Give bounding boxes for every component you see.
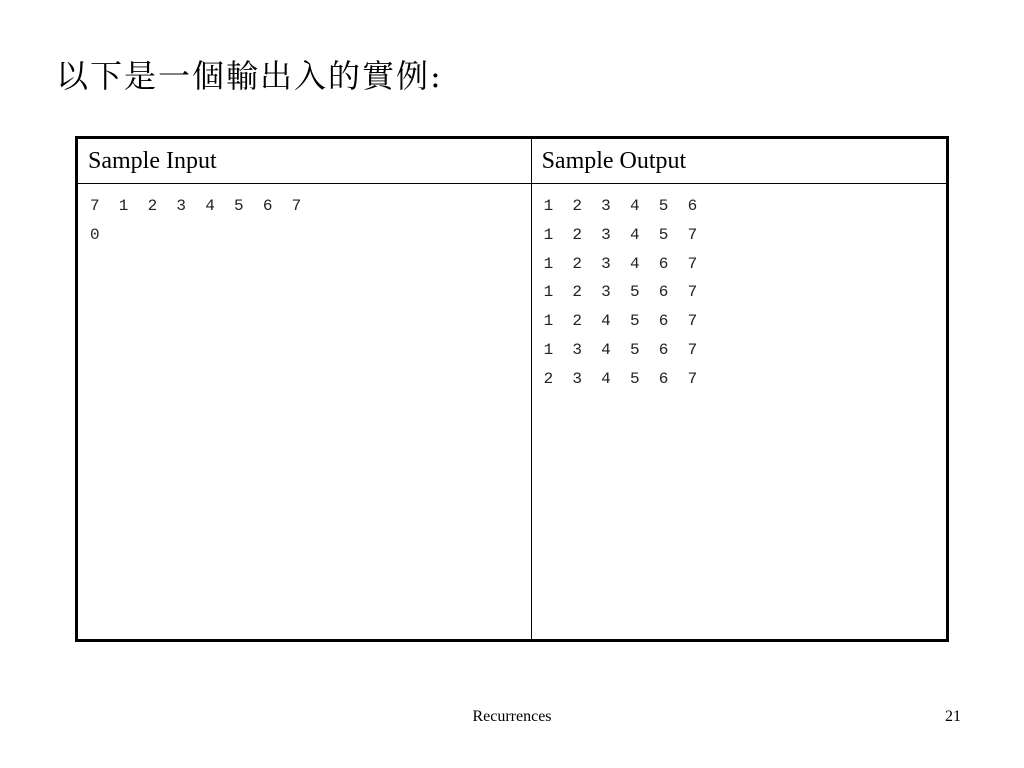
- output-line: 1 2 3 5 6 7: [543, 283, 698, 302]
- input-line: 7 1 2 3 4 5 6 7: [90, 197, 302, 215]
- output-line: 2 3 4 5 6 7: [543, 369, 698, 388]
- sample-output-cell: [531, 184, 947, 641]
- slide-title: 以下是一個輸出入的實例:: [56, 57, 443, 95]
- output-line: 1 2 3 4 5 6: [543, 197, 698, 215]
- table-header-row: [77, 138, 948, 184]
- footer-title: Recurrences: [472, 708, 552, 725]
- page-number: 21: [945, 708, 961, 725]
- table-body-row: [77, 184, 948, 641]
- sample-output-header: Sample Output: [531, 138, 947, 184]
- output-line: 1 2 3 4 5 7: [543, 225, 698, 244]
- sample-io-table: [75, 136, 949, 642]
- output-line: 1 2 3 4 6 7: [543, 254, 698, 273]
- input-line: 0: [90, 225, 100, 244]
- sample-input-header: Sample Input: [77, 138, 532, 184]
- output-line: 1 2 4 5 6 7: [543, 312, 698, 331]
- output-line: 1 3 4 5 6 7: [543, 340, 698, 359]
- sample-input-cell: [77, 184, 532, 641]
